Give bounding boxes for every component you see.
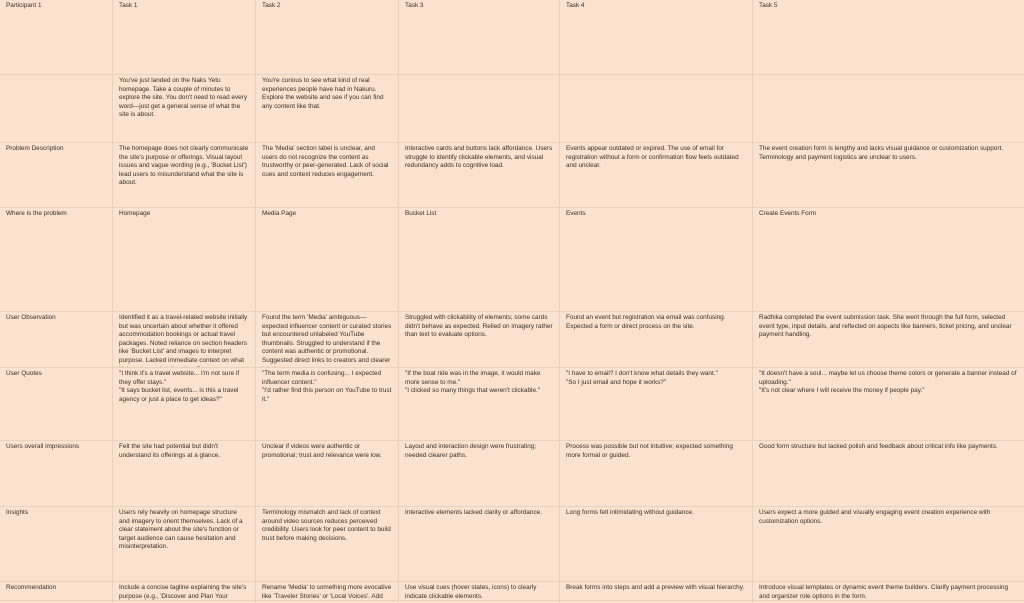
table-cell: Introduce visual templates or dynamic event theme builders. Clarify payment processing and organizer role options in the form. [753, 582, 1024, 601]
task-2-prompt: You're curious to see what kind of real experiences people have had in Nakuru. Explore the website and see if you can find any content like that. [256, 75, 399, 143]
header-task-2: Task 2 [256, 0, 399, 75]
table-cell: Terminology mismatch and lack of context around video sources reduces perceived credibility. Users look for peer content to build trust before making decisions. [256, 507, 399, 582]
table-cell: Layout and interaction design were frustrating; needed clearer paths. [399, 441, 560, 507]
table-cell: Use visual cues (hover states, icons) to clearly indicate clickable elements. [399, 582, 560, 601]
table-cell: Felt the site had potential but didn't understand its offerings at a glance. [113, 441, 256, 507]
row-label-overall-impressions: Users overall impressions [0, 441, 113, 507]
task-5-prompt [753, 75, 1024, 143]
table-cell: Found the term 'Media' ambiguous—expected influencer content or curated stories but encountered unlabeled YouTube thumbnails. Struggled to understand if the content was authentic or promotional. Suggested direct links to creators and clearer [256, 312, 399, 368]
table-cell: Found an event but registration via email was confusing. Expected a form or direct process on the site. [560, 312, 753, 368]
row-label-task-prompt [0, 75, 113, 143]
table-cell: "I have to email? I don't know what details they want." "So I just email and hope it works?" [560, 368, 753, 441]
table-cell: "If the boat ride was in the image, it would make more sense to me." "I clicked so many things that weren't clickable." [399, 368, 560, 441]
header-task-5: Task 5 [753, 0, 1024, 75]
header-task-4: Task 4 [560, 0, 753, 75]
table-cell: Rename 'Media' to something more evocative like 'Traveler Stories' or 'Local Voices'. Add [256, 582, 399, 601]
table-cell: Good form structure but lacked polish and feedback about critical info like payments. [753, 441, 1024, 507]
table-cell: Users rely heavily on homepage structure and imagery to orient themselves. Lack of a clear statement about the site's function or target audience can cause hesitation and misinterpretation. [113, 507, 256, 582]
row-label-user-observation: User Observation [0, 312, 113, 368]
table-cell: Bucket List [399, 208, 560, 312]
task-1-prompt: You've just landed on the Naks Yetu homepage. Take a couple of minutes to explore the site. You don't need to read every word—just get a general sense of what the site is about. [113, 75, 256, 143]
row-label-recommendation: Recommendation [0, 582, 113, 601]
table-cell: Homepage [113, 208, 256, 312]
table-cell: Radhika completed the event submission task. She went through the full form, selected event type, input details, and reflected on aspects like banners, ticket pricing, and unclear payment handling. [753, 312, 1024, 368]
table-cell: "It doesn't have a soul... maybe let us choose theme colors or generate a banner instead of uploading." "It's not clear where I will receive the money if people pay." [753, 368, 1024, 441]
table-cell: Include a concise tagline explaining the site's purpose (e.g., 'Discover and Plan Your [113, 582, 256, 601]
row-label-problem-description: Problem Description [0, 143, 113, 208]
table-cell: Create Events Form [753, 208, 1024, 312]
table-cell: Interactive elements lacked clarity or affordance. [399, 507, 560, 582]
table-cell: The 'Media' section label is unclear, and users do not recognize the content as trustworthy or peer-generated. Lack of social cues and context reduces engagement. [256, 143, 399, 208]
table-cell: Break forms into steps and add a preview with visual hierarchy. [560, 582, 753, 601]
row-label-user-quotes: User Quotes [0, 368, 113, 441]
header-task-3: Task 3 [399, 0, 560, 75]
table-cell: "I think it's a travel website... I'm not sure if they offer stays." "It says bucket list, events... is this a travel agency or just a place to get ideas?" [113, 368, 256, 441]
header-participant: Participant 1 [0, 0, 113, 75]
task-4-prompt [560, 75, 753, 143]
table-cell: Events appear outdated or expired. The use of email for registration without a form or confirmation flow feels outdated and unclear. [560, 143, 753, 208]
row-label-where-problem: Where is the problem [0, 208, 113, 312]
table-cell: "The term media is confusing... I expected influencer content." "I'd rather find this person on YouTube to trust it." [256, 368, 399, 441]
table-cell: Interactive cards and buttons lack affordance. Users struggle to identify clickable elements, and visual redundancy adds to cognitive load. [399, 143, 560, 208]
header-task-1: Task 1 [113, 0, 256, 75]
table-cell: The event creation form is lengthy and lacks visual guidance or customization support. Terminology and payment logistics are unclear to users. [753, 143, 1024, 208]
task-3-prompt [399, 75, 560, 143]
table-cell: Process was possible but not intuitive; expected something more formal or guided. [560, 441, 753, 507]
table-cell: Struggled with clickability of elements; some cards didn't behave as expected. Relied on imagery rather than text to evaluate options. [399, 312, 560, 368]
table-cell: Media Page [256, 208, 399, 312]
table-cell: Users expect a more guided and visually engaging event creation experience with customization options. [753, 507, 1024, 582]
table-cell: Long forms felt intimidating without guidance. [560, 507, 753, 582]
table-cell: Events [560, 208, 753, 312]
table-cell: Identified it as a travel-related website initially but was uncertain about whether it offered accommodation bookings or actual travel packages. Noted reliance on section headers like 'Bucket List' and images to interpret purpose. Lacked immediate context on what [113, 312, 256, 368]
table-cell: The homepage does not clearly communicate the site's purpose or offerings. Visual layout issues and vague wording (e.g., 'Bucket List') lead users to misunderstand what the site is about. [113, 143, 256, 208]
row-label-insights: Insights [0, 507, 113, 582]
table-cell: Unclear if videos were authentic or promotional; trust and relevance were low. [256, 441, 399, 507]
